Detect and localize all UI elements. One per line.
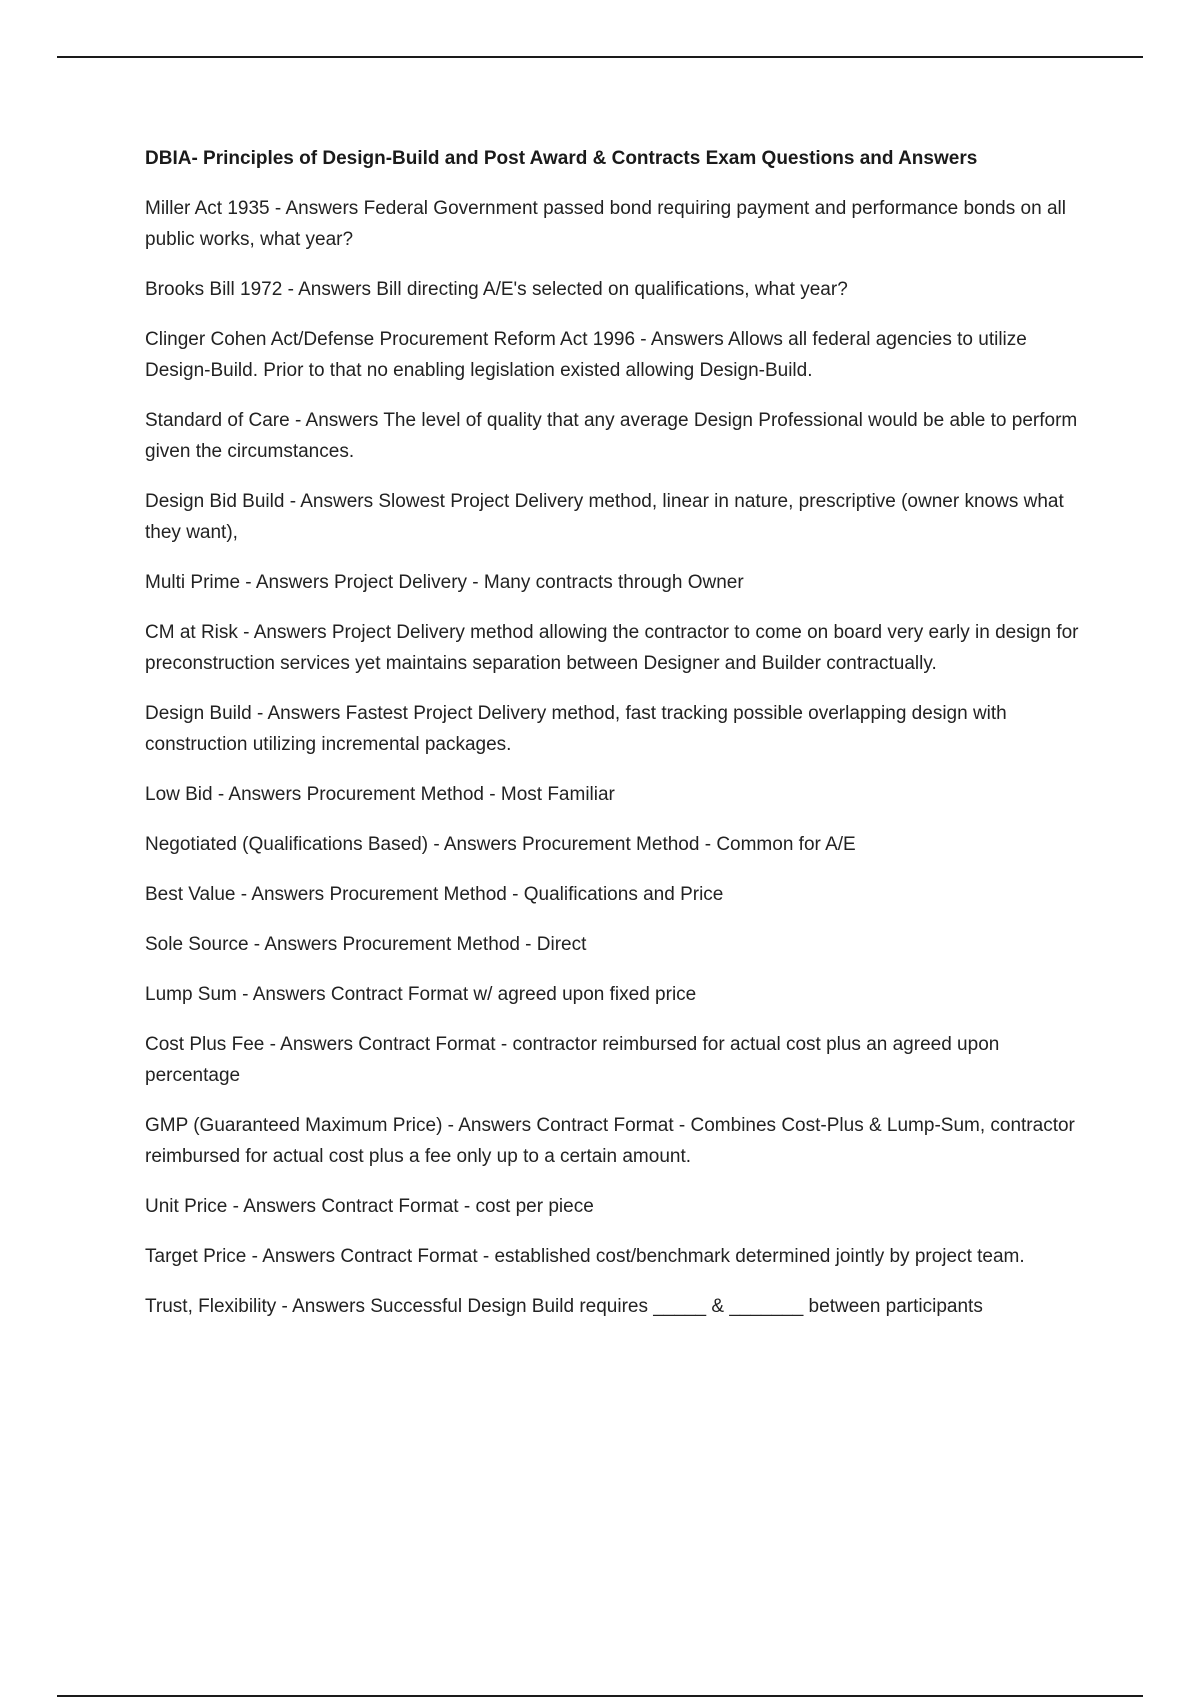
footer-rule [57,1695,1143,1697]
qa-entry: Multi Prime - Answers Project Delivery - Many contracts through Owner [145,572,744,593]
qa-entry: Cost Plus Fee - Answers Contract Format - contractor reimbursed for actual cost plus an agreed upon percentage [145,1034,1000,1086]
qa-entry: Miller Act 1935 - Answers Federal Government passed bond requiring payment and performance bonds on all public works, what year? [145,198,1066,250]
qa-entry: Clinger Cohen Act/Defense Procurement Reform Act 1996 - Answers Allows all federal agencies to utilize Design-Build. Prior to that no enabling legislation existed allowing Design-Build. [145,329,1027,381]
document-body [145,144,1095,1341]
qa-entry: Design Bid Build - Answers Slowest Project Delivery method, linear in nature, prescriptive (owner knows what they want), [145,491,1064,543]
qa-entry: Trust, Flexibility - Answers Successful Design Build requires _____ & _______ between participants [145,1296,983,1317]
qa-entry: Low Bid - Answers Procurement Method - Most Familiar [145,784,615,805]
qa-entry: CM at Risk - Answers Project Delivery method allowing the contractor to come on board very early in design for preconstruction services yet maintains separation between Designer and Builder contractually. [145,622,1079,674]
qa-entry: Target Price - Answers Contract Format - established cost/benchmark determined jointly by project team. [145,1246,1025,1267]
qa-entry: Unit Price - Answers Contract Format - cost per piece [145,1196,594,1217]
qa-entry: Lump Sum - Answers Contract Format w/ agreed upon fixed price [145,984,697,1005]
qa-entry: Brooks Bill 1972 - Answers Bill directing A/E's selected on qualifications, what year? [145,279,848,300]
qa-entry: Design Build - Answers Fastest Project Delivery method, fast tracking possible overlapping design with construction utilizing incremental packages. [145,703,1007,755]
qa-entry: Sole Source - Answers Procurement Method - Direct [145,934,587,955]
qa-entry: Negotiated (Qualifications Based) - Answers Procurement Method - Common for A/E [145,834,856,855]
header-rule [57,56,1143,58]
qa-entry: Best Value - Answers Procurement Method - Qualifications and Price [145,884,724,905]
qa-entry: Standard of Care - Answers The level of quality that any average Design Professional would be able to perform given the circumstances. [145,410,1078,462]
qa-entry: GMP (Guaranteed Maximum Price) - Answers Contract Format - Combines Cost-Plus & Lump-Sum, contractor reimbursed for actual cost plus a fee only up to a certain amount. [145,1115,1075,1167]
document-title: DBIA- Principles of Design-Build and Post Award & Contracts Exam Questions and Answers [145,148,978,169]
